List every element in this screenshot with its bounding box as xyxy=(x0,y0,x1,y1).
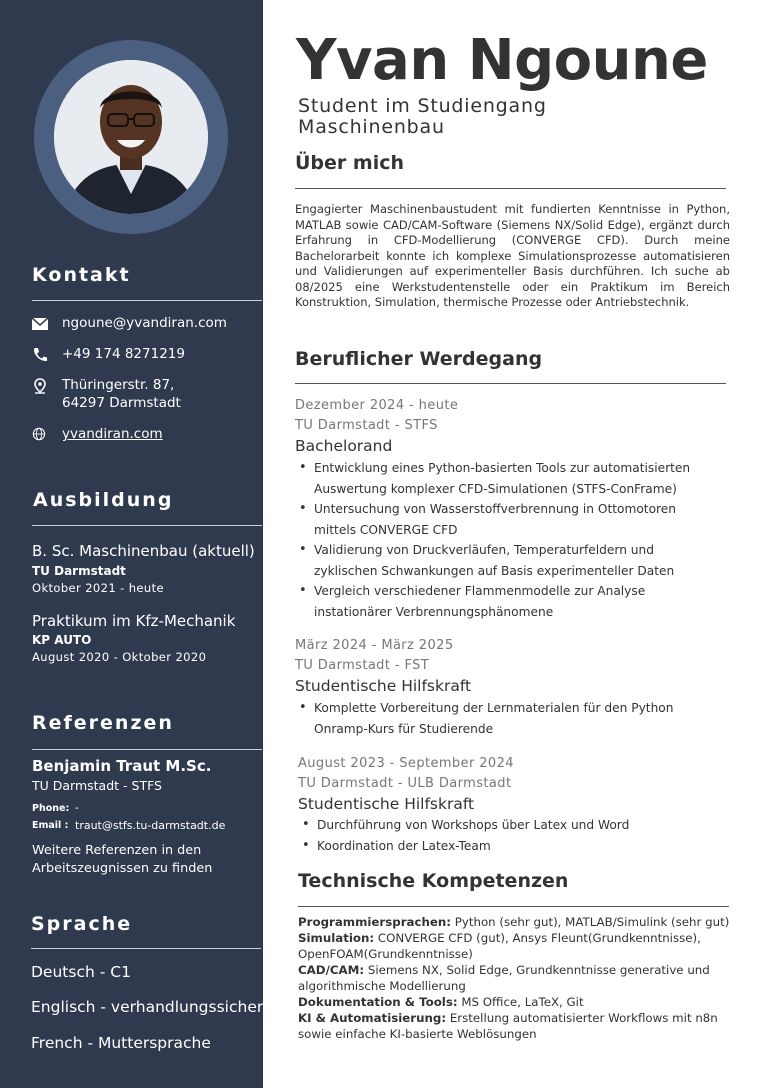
reference-note-line2: Arbeitszeugnissen zu finden xyxy=(32,861,213,876)
language-item: Englisch - verhandlungssicher xyxy=(31,998,264,1016)
job-period: März 2024 - März 2025 xyxy=(295,638,454,653)
profile-photo xyxy=(54,60,208,214)
skill-label: KI & Automatisierung: xyxy=(298,1011,447,1025)
reference-phone-label: Phone: xyxy=(32,803,70,814)
divider xyxy=(295,188,726,189)
skill-row xyxy=(298,994,738,1010)
reference-org: TU Darmstadt - STFS xyxy=(32,778,162,793)
job-period: August 2023 - September 2024 xyxy=(298,756,514,771)
reference-phone-value: - xyxy=(75,802,79,814)
list-item: • Entwicklung eines Python-basierten Tools zur automatisierten Auswertung komplexer CFD-Simulationen (STFS-ConFrame) xyxy=(295,458,715,499)
contact-phone[interactable]: +49 174 8271219 xyxy=(62,346,185,362)
divider xyxy=(32,525,262,526)
skill-row xyxy=(298,930,738,962)
experience-heading: Beruflicher Werdegang xyxy=(295,348,543,370)
skill-row xyxy=(298,962,738,994)
reference-email-value[interactable]: traut@stfs.tu-darmstadt.de xyxy=(75,819,226,832)
globe-icon xyxy=(32,427,46,441)
skills-heading: Technische Kompetenzen xyxy=(298,870,569,892)
list-item: • Koordination der Latex-Team xyxy=(298,836,718,857)
contact-address-line1: Thüringerstr. 87, xyxy=(62,377,175,393)
sidebar xyxy=(0,0,263,1088)
divider xyxy=(31,948,261,949)
education-degree: Praktikum im Kfz-Mechanik xyxy=(32,612,236,630)
job-bullet-list xyxy=(298,815,718,856)
email-icon xyxy=(32,316,48,332)
list-item: • Durchführung von Workshops über Latex und Word xyxy=(298,815,718,836)
reference-name: Benjamin Traut M.Sc. xyxy=(32,757,212,775)
phone-icon xyxy=(32,347,48,363)
education-heading: Ausbildung xyxy=(33,489,174,511)
skills-list xyxy=(298,914,738,1042)
page-title: Yvan Ngoune xyxy=(296,28,708,93)
divider xyxy=(32,300,262,301)
job-organization: TU Darmstadt - FST xyxy=(295,658,430,673)
contact-email[interactable]: ngoune@yvandiran.com xyxy=(62,315,227,331)
skill-value: Erstellung automatisierter Workflows mit n8n sowie einfache KI-basierte Weblösungen xyxy=(298,1011,718,1041)
references-heading: Referenzen xyxy=(32,712,174,734)
divider xyxy=(298,906,729,907)
job-organization: TU Darmstadt - ULB Darmstadt xyxy=(298,776,512,791)
about-text: Engagierter Maschinenbaustudent mit fundierten Kenntnisse in Python, MATLAB sowie CAD/CAM-Software (Siemens NX/Solid Edge), ergänzt durch Erfahrung in CFD-Modellierung (CONVERGE CFD). Durch meine Bachelorarbeit konnte ich komplexe Simulationsprozesse automatisieren und Validierungen auf experimenteller Basis durchführen. Ich suche ab 08/2025 eine Werkstudentenstelle oder ein Praktikum im Bereich Konstruktion, Simulation, thermische Prozesse oder Antriebstechnik. xyxy=(295,202,730,309)
education-period: Oktober 2021 - heute xyxy=(32,581,164,595)
contact-website-link[interactable]: yvandiran.com xyxy=(62,426,163,442)
education-degree: B. Sc. Maschinenbau (aktuell) xyxy=(32,542,255,560)
skill-label: CAD/CAM: xyxy=(298,963,365,977)
list-item: • Komplette Vorbereitung der Lernmaterialen für den Python Onramp-Kurs für Studierende xyxy=(295,698,695,739)
about-heading: Über mich xyxy=(295,152,404,174)
skill-value: MS Office, LaTeX, Git xyxy=(457,995,584,1009)
list-item: • Validierung von Druckverläufen, Temperaturfeldern und zyklischen Schwankungen auf Basis experimenteller Daten xyxy=(295,540,715,581)
divider xyxy=(32,749,262,750)
job-period: Dezember 2024 - heute xyxy=(295,398,459,413)
reference-note-line1: Weitere Referenzen in den xyxy=(32,843,202,858)
language-item: French - Muttersprache xyxy=(31,1034,211,1052)
skill-value: Siemens NX, Solid Edge, Grundkenntnisse generative und algorithmische Modellierung xyxy=(298,963,710,993)
contact-heading: Kontakt xyxy=(32,264,131,286)
languages-heading: Sprache xyxy=(31,913,133,935)
profile-photo-ring xyxy=(34,40,228,234)
education-institution: KP AUTO xyxy=(32,633,92,647)
language-item: Deutsch - C1 xyxy=(31,963,131,981)
skill-value: Python (sehr gut), MATLAB/Simulink (sehr gut) xyxy=(451,915,730,929)
job-bullet-list xyxy=(295,698,695,739)
job-organization: TU Darmstadt - STFS xyxy=(295,418,438,433)
skill-label: Programmiersprachen: xyxy=(298,915,451,929)
divider xyxy=(295,383,726,384)
job-role: Studentische Hilfskraft xyxy=(298,795,475,813)
skill-row xyxy=(298,914,738,930)
profile-subtitle: Student im Studiengang Maschinenbau xyxy=(298,95,547,138)
skill-label: Simulation: xyxy=(298,931,375,945)
skill-row xyxy=(298,1010,738,1042)
skill-label: Dokumentation & Tools: xyxy=(298,995,458,1009)
reference-email-label: Email : xyxy=(32,820,69,831)
list-item: • Vergleich verschiedener Flammenmodelle zur Analyse instationärer Verbrennungsphänomene xyxy=(295,581,715,622)
list-item: • Untersuchung von Wasserstoffverbrennung in Ottomotoren mittels CONVERGE CFD xyxy=(295,499,715,540)
job-bullet-list xyxy=(295,458,715,622)
education-period: August 2020 - Oktober 2020 xyxy=(32,650,207,664)
job-role: Bachelorand xyxy=(295,437,393,455)
job-role: Studentische Hilfskraft xyxy=(295,677,472,695)
contact-address-line2: 64297 Darmstadt xyxy=(62,395,181,411)
skill-value: CONVERGE CFD (gut), Ansys Fleunt(Grundkenntnisse), OpenFOAM(Grundkenntnisse) xyxy=(298,931,701,961)
location-pin-icon xyxy=(32,378,48,394)
education-institution: TU Darmstadt xyxy=(32,564,126,578)
person-portrait-icon xyxy=(54,60,208,214)
